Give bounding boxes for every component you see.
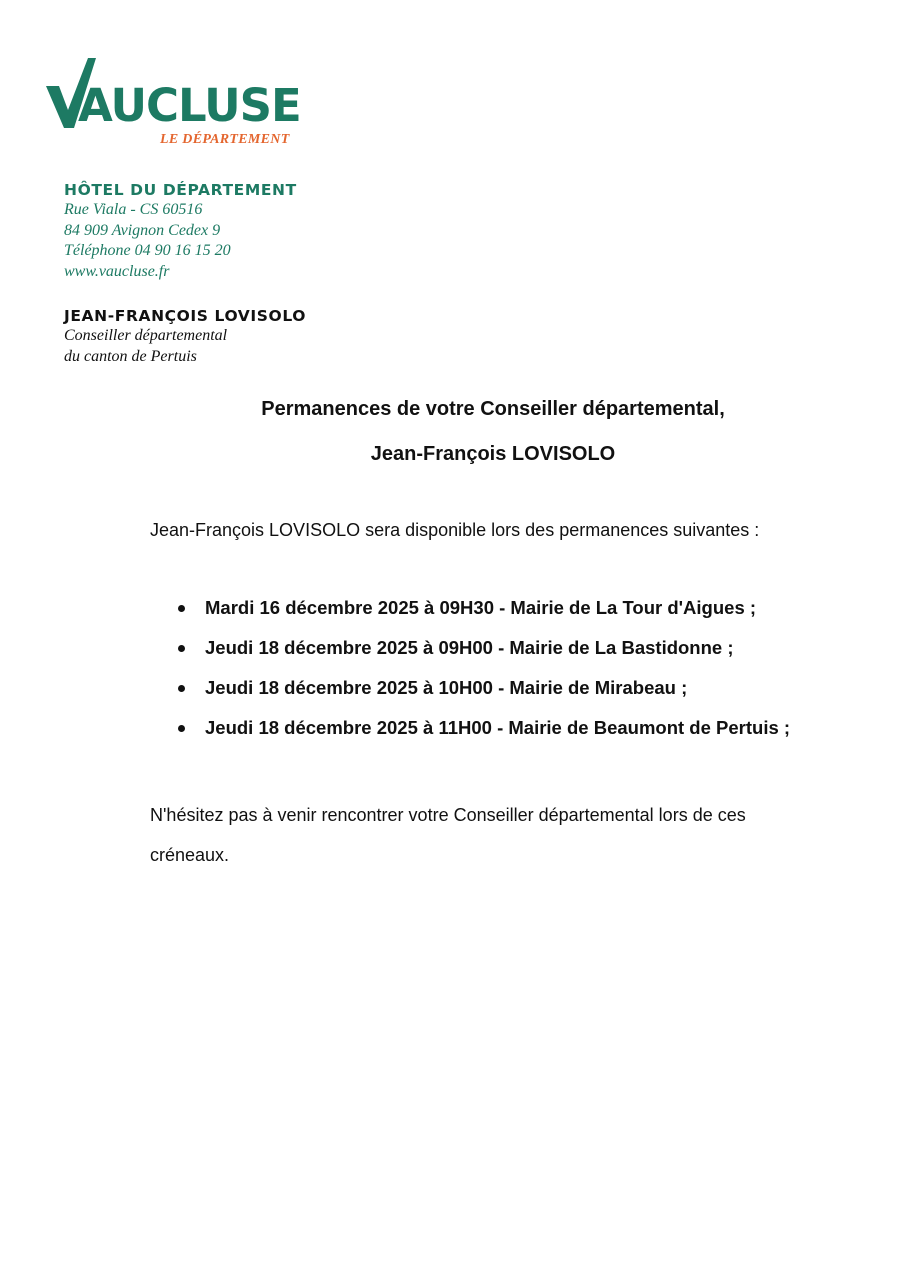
bullet-icon <box>178 645 185 652</box>
closing-paragraph: N'hésitez pas à venir rencontrer votre Conseiller départemental lors de ces créneaux. <box>150 805 746 865</box>
sender-address-block <box>64 180 297 282</box>
appointments-list <box>0 597 900 757</box>
address-website: www.vaucluse.fr <box>64 262 170 280</box>
list-item <box>0 637 900 677</box>
appointment-text: Mardi 16 décembre 2025 à 09H30 - Mairie de La Tour d'Aigues ; <box>205 597 757 618</box>
signatory-title-line-2: du canton de Pertuis <box>64 347 197 365</box>
appointment-text: Jeudi 18 décembre 2025 à 09H00 - Mairie de La Bastidonne ; <box>205 637 734 658</box>
bullet-icon <box>178 685 185 692</box>
intro-paragraph: Jean-François LOVISOLO sera disponible lors des permanences suivantes : <box>150 520 760 540</box>
appointment-text: Jeudi 18 décembre 2025 à 11H00 - Mairie de Beaumont de Pertuis ; <box>205 717 791 738</box>
address-heading: HÔTEL DU DÉPARTEMENT <box>64 181 297 199</box>
list-item <box>0 717 900 757</box>
bullet-icon <box>178 605 185 612</box>
logo-sub-text: LE DÉPARTEMENT <box>160 132 290 147</box>
document-title-line-1: Permanences de votre Conseiller départemental, <box>261 398 725 420</box>
logo-main-text: AUCLUSE <box>78 79 301 132</box>
address-street: Rue Viala - CS 60516 <box>64 201 203 218</box>
bullet-icon <box>178 725 185 732</box>
signatory-title-line-1: Conseiller départemental <box>64 327 228 344</box>
list-item <box>0 597 900 637</box>
signatory-name: JEAN-FRANÇOIS LOVISOLO <box>64 307 307 325</box>
signatory-block <box>64 306 306 367</box>
document-title-line-2: Jean-François LOVISOLO <box>370 443 616 465</box>
list-item <box>0 677 900 717</box>
address-city: 84 909 Avignon Cedex 9 <box>64 221 221 239</box>
appointment-text: Jeudi 18 décembre 2025 à 10H00 - Mairie de Mirabeau ; <box>205 677 688 698</box>
address-phone: Téléphone 04 90 16 15 20 <box>64 242 231 259</box>
